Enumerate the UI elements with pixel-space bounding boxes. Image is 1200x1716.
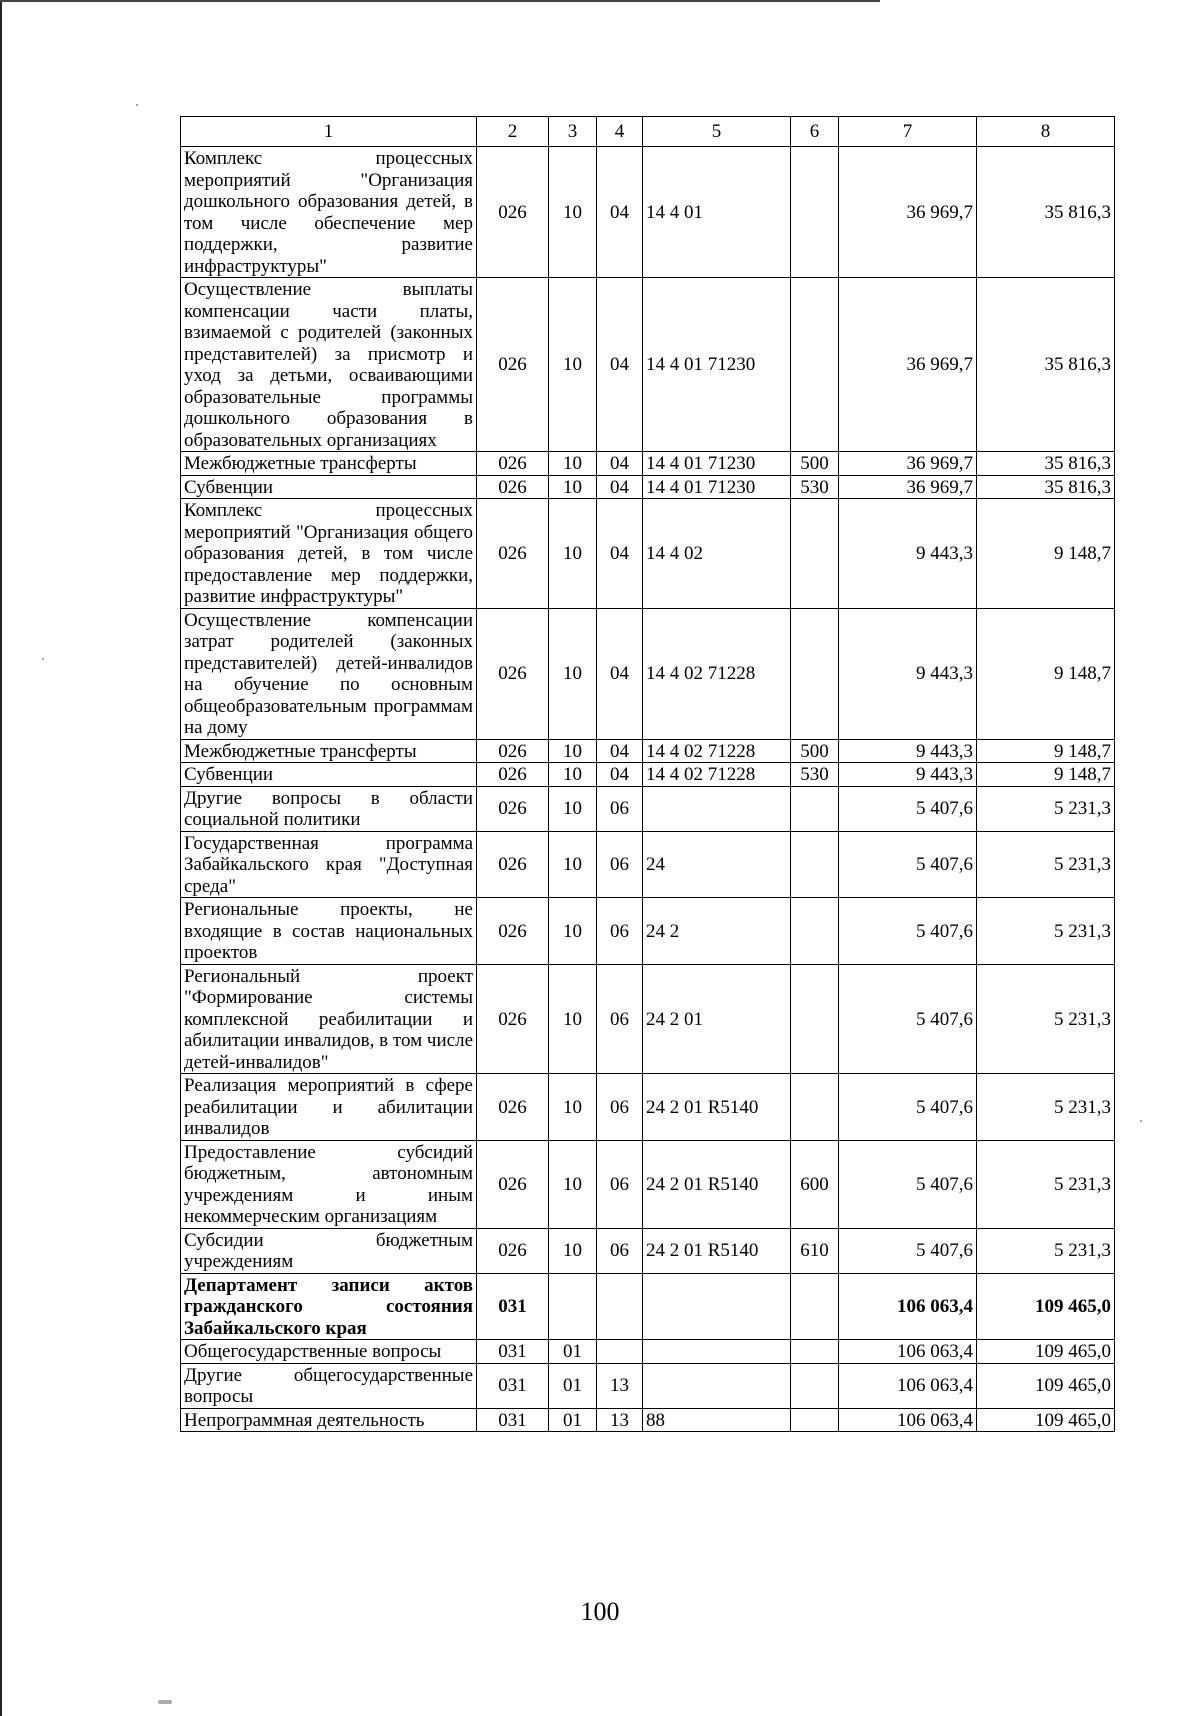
cell-target-code: 24 2 01 R5140 <box>643 1074 791 1141</box>
table-row <box>181 1408 1115 1432</box>
row-name: Предоставление субсидий бюджетным, автономным учреждениям и иным некоммерческим организациям <box>181 1140 477 1228</box>
table-row <box>181 499 1115 609</box>
cell-amount-8: 9 148,7 <box>977 763 1115 787</box>
cell-amount-8: 5 231,3 <box>977 831 1115 898</box>
row-name: Другие общегосударственные вопросы <box>181 1363 477 1408</box>
cell-target-code: 88 <box>643 1408 791 1432</box>
cell-amount-7: 36 969,7 <box>839 147 977 278</box>
cell-amount-7: 9 443,3 <box>839 608 977 739</box>
cell-ministry: 026 <box>477 964 549 1074</box>
cell-ministry: 031 <box>477 1363 549 1408</box>
cell-amount-8: 9 148,7 <box>977 739 1115 763</box>
cell-target-code <box>643 1363 791 1408</box>
header-cell: 7 <box>839 117 977 147</box>
cell-section: 10 <box>549 831 597 898</box>
table-row <box>181 763 1115 787</box>
cell-target-code: 14 4 01 71230 <box>643 475 791 499</box>
scan-speck <box>42 658 44 660</box>
cell-target-code <box>643 786 791 831</box>
cell-ministry: 031 <box>477 1340 549 1364</box>
row-name: Осуществление компенсации затрат родителей (законных представителей) детей-инвалидов на обучение по основным общеобразовательным программам на дому <box>181 608 477 739</box>
cell-amount-8: 5 231,3 <box>977 1074 1115 1141</box>
cell-expense-type <box>791 786 839 831</box>
row-name: Региональные проекты, не входящие в состав национальных проектов <box>181 898 477 965</box>
cell-amount-8: 35 816,3 <box>977 452 1115 476</box>
row-name: Реализация мероприятий в сфере реабилитации и абилитации инвалидов <box>181 1074 477 1141</box>
table-row <box>181 475 1115 499</box>
cell-section: 10 <box>549 499 597 609</box>
cell-expense-type <box>791 1340 839 1364</box>
cell-amount-8: 35 816,3 <box>977 147 1115 278</box>
cell-ministry: 031 <box>477 1273 549 1340</box>
scan-speck <box>136 104 138 106</box>
row-name: Субвенции <box>181 475 477 499</box>
cell-amount-7: 106 063,4 <box>839 1363 977 1408</box>
cell-ministry: 026 <box>477 1228 549 1273</box>
row-name: Департамент записи актов гражданского состояния Забайкальского края <box>181 1273 477 1340</box>
cell-subsection: 04 <box>597 475 643 499</box>
cell-section: 10 <box>549 964 597 1074</box>
cell-ministry: 026 <box>477 278 549 452</box>
table-row <box>181 278 1115 452</box>
cell-section: 10 <box>549 278 597 452</box>
table-row <box>181 1363 1115 1408</box>
row-name: Региональный проект "Формирование системы комплексной реабилитации и абилитации инвалидов, в том числе детей-инвалидов" <box>181 964 477 1074</box>
table-row <box>181 739 1115 763</box>
row-name: Осуществление выплаты компенсации части платы, взимаемой с родителей (законных представителей) за присмотр и уход за детьми, осваивающими образовательные программы дошкольного образования в образовательных организациях <box>181 278 477 452</box>
cell-amount-7: 5 407,6 <box>839 898 977 965</box>
cell-amount-7: 5 407,6 <box>839 964 977 1074</box>
cell-section: 10 <box>549 898 597 965</box>
table-row <box>181 786 1115 831</box>
header-cell: 1 <box>181 117 477 147</box>
cell-amount-7: 36 969,7 <box>839 278 977 452</box>
cell-ministry: 026 <box>477 763 549 787</box>
cell-amount-8: 9 148,7 <box>977 608 1115 739</box>
cell-amount-7: 5 407,6 <box>839 1074 977 1141</box>
cell-expense-type <box>791 499 839 609</box>
cell-subsection: 06 <box>597 898 643 965</box>
cell-amount-8: 5 231,3 <box>977 1140 1115 1228</box>
cell-target-code: 24 2 01 <box>643 964 791 1074</box>
cell-expense-type <box>791 898 839 965</box>
cell-expense-type <box>791 147 839 278</box>
cell-ministry: 026 <box>477 475 549 499</box>
cell-ministry: 026 <box>477 1140 549 1228</box>
cell-ministry: 026 <box>477 147 549 278</box>
cell-amount-8: 109 465,0 <box>977 1408 1115 1432</box>
cell-ministry: 026 <box>477 499 549 609</box>
cell-expense-type <box>791 1363 839 1408</box>
scan-speck <box>158 1700 172 1704</box>
cell-expense-type: 500 <box>791 739 839 763</box>
row-name: Комплекс процессных мероприятий "Организация дошкольного образования детей, в том числе обеспечение мер поддержки, развитие инфраструктуры" <box>181 147 477 278</box>
cell-subsection: 06 <box>597 786 643 831</box>
cell-amount-7: 36 969,7 <box>839 475 977 499</box>
cell-ministry: 031 <box>477 1408 549 1432</box>
row-name: Межбюджетные трансферты <box>181 739 477 763</box>
cell-expense-type: 610 <box>791 1228 839 1273</box>
cell-subsection: 04 <box>597 278 643 452</box>
cell-subsection: 13 <box>597 1408 643 1432</box>
cell-amount-8: 109 465,0 <box>977 1363 1115 1408</box>
cell-amount-7: 5 407,6 <box>839 831 977 898</box>
table-row <box>181 1074 1115 1141</box>
cell-subsection: 06 <box>597 1074 643 1141</box>
row-name: Общегосударственные вопросы <box>181 1340 477 1364</box>
cell-target-code: 14 4 01 71230 <box>643 452 791 476</box>
table-header-row <box>181 117 1115 147</box>
cell-ministry: 026 <box>477 739 549 763</box>
row-name: Комплекс процессных мероприятий "Организация общего образования детей, в том числе предоставление мер поддержки, развитие инфраструктуры" <box>181 499 477 609</box>
cell-expense-type <box>791 608 839 739</box>
cell-ministry: 026 <box>477 898 549 965</box>
cell-target-code <box>643 1340 791 1364</box>
cell-target-code: 24 2 01 R5140 <box>643 1228 791 1273</box>
cell-subsection <box>597 1273 643 1340</box>
row-name: Непрограммная деятельность <box>181 1408 477 1432</box>
cell-amount-7: 106 063,4 <box>839 1340 977 1364</box>
cell-expense-type: 530 <box>791 763 839 787</box>
cell-section <box>549 1273 597 1340</box>
cell-amount-8: 9 148,7 <box>977 499 1115 609</box>
cell-section: 10 <box>549 1074 597 1141</box>
cell-ministry: 026 <box>477 608 549 739</box>
cell-section: 10 <box>549 475 597 499</box>
cell-target-code: 14 4 02 71228 <box>643 763 791 787</box>
budget-table <box>180 116 1115 1432</box>
cell-subsection: 06 <box>597 964 643 1074</box>
cell-amount-8: 5 231,3 <box>977 1228 1115 1273</box>
table-row <box>181 1140 1115 1228</box>
cell-target-code: 14 4 01 <box>643 147 791 278</box>
cell-section: 10 <box>549 1140 597 1228</box>
cell-amount-7: 5 407,6 <box>839 1228 977 1273</box>
table-row <box>181 608 1115 739</box>
cell-amount-8: 5 231,3 <box>977 786 1115 831</box>
header-cell: 8 <box>977 117 1115 147</box>
cell-expense-type: 530 <box>791 475 839 499</box>
cell-ministry: 026 <box>477 452 549 476</box>
cell-subsection: 04 <box>597 739 643 763</box>
scan-speck <box>1140 1120 1142 1122</box>
cell-ministry: 026 <box>477 1074 549 1141</box>
cell-amount-7: 9 443,3 <box>839 739 977 763</box>
scan-top-edge <box>0 0 880 2</box>
header-cell: 2 <box>477 117 549 147</box>
header-cell: 5 <box>643 117 791 147</box>
cell-subsection: 04 <box>597 763 643 787</box>
cell-subsection <box>597 1340 643 1364</box>
cell-expense-type <box>791 831 839 898</box>
cell-section: 01 <box>549 1363 597 1408</box>
cell-amount-7: 106 063,4 <box>839 1408 977 1432</box>
header-cell: 4 <box>597 117 643 147</box>
table-row <box>181 964 1115 1074</box>
table-row <box>181 1228 1115 1273</box>
cell-section: 10 <box>549 739 597 763</box>
cell-subsection: 06 <box>597 831 643 898</box>
cell-section: 01 <box>549 1408 597 1432</box>
table-row <box>181 1273 1115 1340</box>
cell-expense-type <box>791 1408 839 1432</box>
table-row <box>181 898 1115 965</box>
cell-amount-8: 35 816,3 <box>977 475 1115 499</box>
cell-amount-7: 9 443,3 <box>839 763 977 787</box>
cell-subsection: 13 <box>597 1363 643 1408</box>
cell-target-code: 24 <box>643 831 791 898</box>
cell-target-code <box>643 1273 791 1340</box>
row-name: Межбюджетные трансферты <box>181 452 477 476</box>
cell-target-code: 14 4 02 71228 <box>643 608 791 739</box>
cell-amount-7: 36 969,7 <box>839 452 977 476</box>
row-name: Субвенции <box>181 763 477 787</box>
page-number: 100 <box>580 1597 620 1626</box>
cell-amount-7: 106 063,4 <box>839 1273 977 1340</box>
cell-expense-type <box>791 1074 839 1141</box>
cell-section: 01 <box>549 1340 597 1364</box>
cell-expense-type: 600 <box>791 1140 839 1228</box>
row-name: Государственная программа Забайкальского края "Доступная среда" <box>181 831 477 898</box>
cell-amount-7: 5 407,6 <box>839 786 977 831</box>
cell-amount-8: 109 465,0 <box>977 1340 1115 1364</box>
cell-amount-8: 5 231,3 <box>977 898 1115 965</box>
row-name: Субсидии бюджетным учреждениям <box>181 1228 477 1273</box>
cell-subsection: 06 <box>597 1228 643 1273</box>
row-name: Другие вопросы в области социальной политики <box>181 786 477 831</box>
cell-section: 10 <box>549 763 597 787</box>
cell-section: 10 <box>549 1228 597 1273</box>
cell-target-code: 24 2 <box>643 898 791 965</box>
cell-subsection: 04 <box>597 147 643 278</box>
cell-target-code: 14 4 02 <box>643 499 791 609</box>
cell-expense-type <box>791 1273 839 1340</box>
cell-subsection: 06 <box>597 1140 643 1228</box>
cell-amount-8: 35 816,3 <box>977 278 1115 452</box>
header-cell: 3 <box>549 117 597 147</box>
table-row <box>181 147 1115 278</box>
cell-amount-7: 9 443,3 <box>839 499 977 609</box>
cell-amount-8: 5 231,3 <box>977 964 1115 1074</box>
cell-target-code: 14 4 01 71230 <box>643 278 791 452</box>
cell-section: 10 <box>549 608 597 739</box>
table-row <box>181 452 1115 476</box>
cell-target-code: 14 4 02 71228 <box>643 739 791 763</box>
cell-ministry: 026 <box>477 786 549 831</box>
cell-amount-7: 5 407,6 <box>839 1140 977 1228</box>
scan-left-edge <box>0 0 2 1716</box>
cell-section: 10 <box>549 147 597 278</box>
cell-target-code: 24 2 01 R5140 <box>643 1140 791 1228</box>
table-row <box>181 1340 1115 1364</box>
cell-subsection: 04 <box>597 608 643 739</box>
cell-amount-8: 109 465,0 <box>977 1273 1115 1340</box>
cell-section: 10 <box>549 786 597 831</box>
cell-subsection: 04 <box>597 499 643 609</box>
cell-expense-type <box>791 964 839 1074</box>
header-cell: 6 <box>791 117 839 147</box>
cell-ministry: 026 <box>477 831 549 898</box>
cell-section: 10 <box>549 452 597 476</box>
table-row <box>181 831 1115 898</box>
cell-expense-type: 500 <box>791 452 839 476</box>
cell-expense-type <box>791 278 839 452</box>
cell-subsection: 04 <box>597 452 643 476</box>
